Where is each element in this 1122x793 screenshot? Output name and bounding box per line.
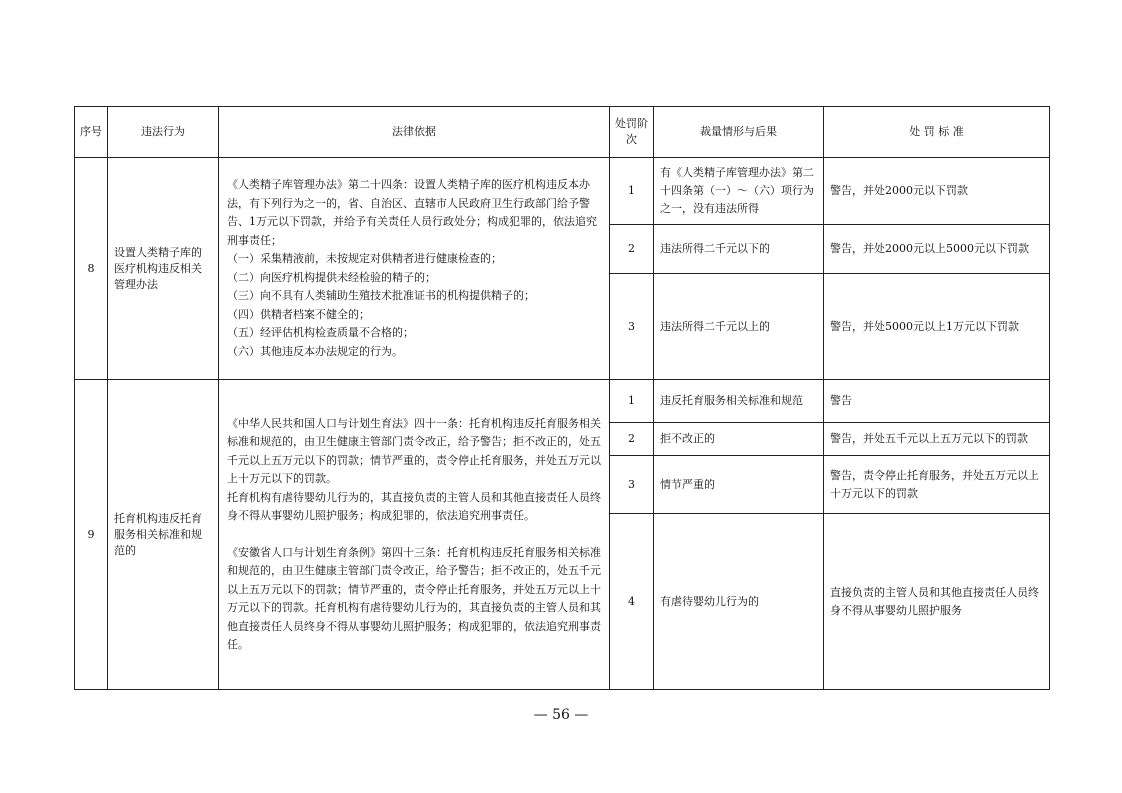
- header-violation: 违法行为: [108, 107, 219, 158]
- row8-level-circumstance: 违法所得二千元以下的: [654, 225, 824, 274]
- basis-item: （五）经评估机构检查质量不合格的；: [227, 326, 414, 339]
- header-penalty-level: 处罚阶次: [610, 107, 654, 158]
- row9-seq: 9: [75, 380, 108, 690]
- basis-paragraph: 托育机构有虐待婴幼儿行为的，其直接负责的主管人员和其他直接责任人员终身不得从事婴幼儿照护服务；构成犯罪的，依法追究刑事责任。: [227, 490, 601, 522]
- row9-level-number: 4: [610, 514, 654, 690]
- row9-level-number: 1: [610, 380, 654, 423]
- row8-level-number: 3: [610, 274, 654, 380]
- row8-seq: 8: [75, 158, 108, 380]
- page-number: — 56 —: [533, 707, 589, 723]
- basis-item: （二）向医疗机构提供未经检验的精子的；: [227, 270, 436, 284]
- row9-level-standard: 警告，责令停止托育服务，并处五万元以上十万元以下的罚款: [824, 456, 1050, 514]
- paragraph-spacer: [227, 526, 601, 544]
- row8-level-circumstance: 违法所得二千元以上的: [654, 274, 824, 380]
- row9-level-standard: 警告: [824, 380, 1050, 423]
- header-legal-basis: 法律依据: [219, 107, 610, 158]
- basis-paragraph: 《人类精子库管理办法》第二十四条：设置人类精子库的医疗机构违反本办法，有下列行为之一的，省、自治区、直辖市人民政府卫生行政部门给予警告、1万元以下罚款，并给予有关责任人员行政处分；构成犯罪的，依法追究刑事责任；: [227, 178, 597, 247]
- row9-legal-basis: [219, 380, 610, 690]
- row9-level-standard: 直接负责的主管人员和其他直接责任人员终身不得从事婴幼儿照护服务: [824, 514, 1050, 690]
- row8-level-circumstance: 有《人类精子库管理办法》第二十四条第（一）～（六）项行为之一，没有违法所得: [654, 158, 824, 225]
- row9-level-circumstance: 情节严重的: [654, 456, 824, 514]
- row9-level-circumstance: 有虐待婴幼儿行为的: [654, 514, 824, 690]
- row9-level-standard: 警告，并处五千元以上五万元以下的罚款: [824, 423, 1050, 456]
- basis-item: （四）供精者档案不健全的；: [227, 307, 370, 321]
- row9-level-number: 3: [610, 456, 654, 514]
- row8-legal-basis: [219, 158, 610, 380]
- row8-level-standard: 警告，并处5000元以上1万元以下罚款: [824, 274, 1050, 380]
- row8-level-standard: 警告，并处2000元以上5000元以下罚款: [824, 225, 1050, 274]
- row9-level-number: 2: [610, 423, 654, 456]
- basis-item: （六）其他违反本办法规定的行为。: [227, 344, 403, 358]
- header-penalty-standard: 处 罚 标 准: [824, 107, 1050, 158]
- row8-violation: 设置人类精子库的医疗机构违反相关管理办法: [108, 158, 219, 380]
- row8-level-number: 1: [610, 158, 654, 225]
- basis-paragraph: 《中华人民共和国人口与计划生育法》四十一条：托育机构违反托育服务相关标准和规范的，由卫生健康主管部门责令改正，给予警告；拒不改正的，处五千元以上五万元以下的罚款；情节严重的，责令停止托育服务，并处五万元以上十万元以下的罚款。: [227, 416, 601, 485]
- basis-item: （三）向不具有人类辅助生殖技术批准证书的机构提供精子的；: [227, 289, 535, 302]
- basis-item: （一）采集精液前，未按规定对供精者进行健康检查的；: [227, 252, 502, 265]
- basis-paragraph: 《安徽省人口与计划生育条例》第四十三条：托育机构违反托育服务相关标准和规范的，由卫生健康主管部门责令改正，给予警告；拒不改正的，处五千元以上五万元以下的罚款；情节严重的，责令停止托育服务，并处五万元以上十万元以下的罚款。托育机构有虐待婴幼儿行为的，其直接负责的主管人员和其他直接责任人员终身不得从事婴幼儿照护服务；构成犯罪的，依法追究刑事责任。: [227, 545, 601, 651]
- row8-level-standard: 警告，并处2000元以下罚款: [824, 158, 1050, 225]
- row8-level-number: 2: [610, 225, 654, 274]
- table-row: [75, 380, 1050, 423]
- row9-level-circumstance: 拒不改正的: [654, 423, 824, 456]
- header-seq: 序号: [75, 107, 108, 158]
- table-header-row: [75, 107, 1050, 158]
- penalty-standard-table: [74, 106, 1050, 690]
- row9-violation: 托育机构违反托育服务相关标准和规范的: [108, 380, 219, 690]
- header-circumstance: 裁量情形与后果: [654, 107, 824, 158]
- table-row: [75, 158, 1050, 225]
- row9-level-circumstance: 违反托育服务相关标准和规范: [654, 380, 824, 423]
